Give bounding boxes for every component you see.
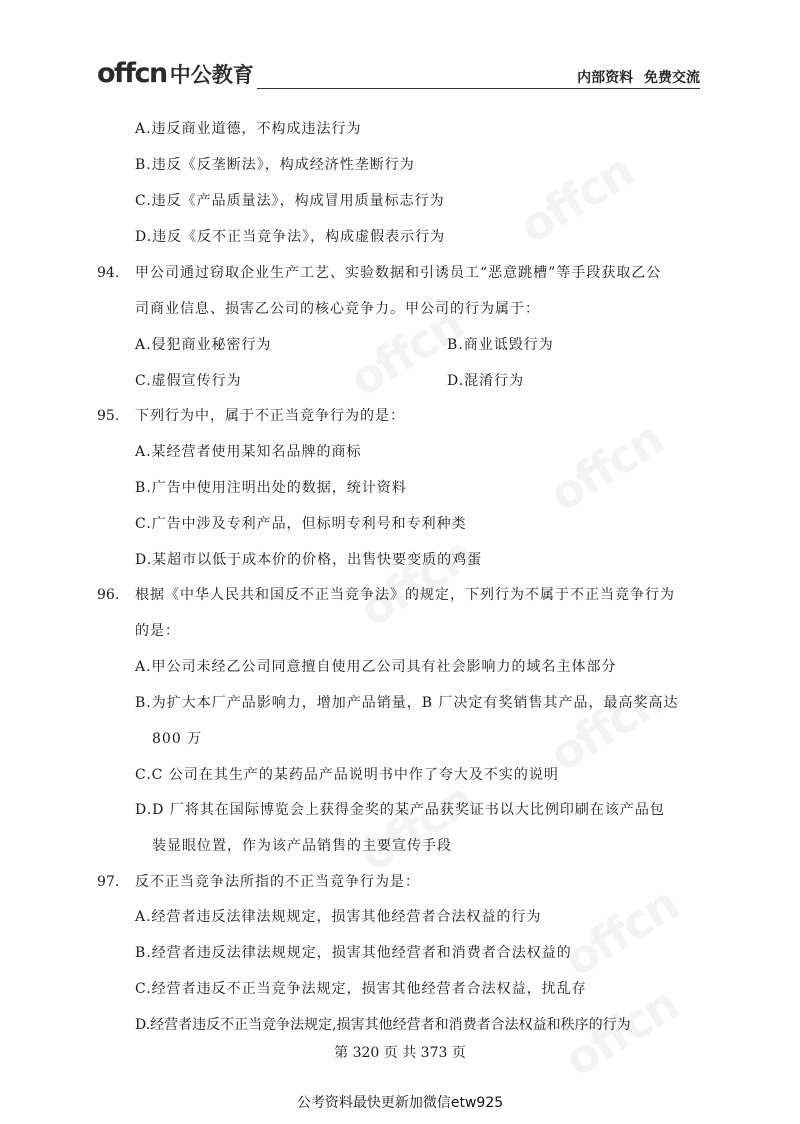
watermark xyxy=(540,412,672,522)
question-stem: 根据《中华人民共和国反不正当竞争法》的规定，下列行为不属于不正当竞争行为 xyxy=(135,587,675,603)
header-divider xyxy=(257,88,700,89)
watermark xyxy=(555,877,687,987)
question-stem: 司商业信息、损害乙公司的核心竞争力。甲公司的行为属于： xyxy=(135,301,540,317)
option-d-continued: 装显眼位置，作为该产品销售的主要宣传手段 xyxy=(152,838,452,854)
option-a: A.违反商业道德，不构成违法行为 xyxy=(135,121,362,137)
watermark xyxy=(350,527,482,637)
watermark xyxy=(350,772,482,882)
footer-note: 公考资料最快更新加微信etw925 xyxy=(296,1095,504,1111)
question-number: 94. xyxy=(97,265,120,281)
option-b-continued: 800 万 xyxy=(152,731,203,747)
option-c: C.经营者违反不正当竞争法规定，损害其他经营者合法权益，扰乱存 xyxy=(135,981,587,997)
page-header xyxy=(97,58,700,88)
option-c: C.虚假宣传行为 xyxy=(135,373,242,389)
logo-chinese-text: 中公教育 xyxy=(169,63,254,87)
question-number: 97. xyxy=(97,874,120,890)
option-c: C.C 公司在其生产的某药品产品说明书中作了夸大及不实的说明 xyxy=(135,767,559,783)
option-a: A.侵犯商业秘密行为 xyxy=(135,337,272,353)
option-d: D.D 厂将其在国际博览会上获得金奖的某产品获奖证书以大比例印刷在该产品包 xyxy=(135,802,665,818)
option-d: D.经营者违反不正当竞争法规定,损害其他经营者和消费者合法权益和秩序的行为 xyxy=(135,1017,631,1033)
question-stem: 反不正当竞争法所指的不正当竞争行为是： xyxy=(135,874,420,890)
option-b: B.经营者违反法律法规规定，损害其他经营者和消费者合法权益的 xyxy=(135,945,572,961)
option-a: A.甲公司未经乙公司同意擅自使用乙公司具有社会影响力的域名主体部分 xyxy=(135,659,617,675)
header-tagline: 内部资料 免费交流 xyxy=(577,70,700,86)
watermark xyxy=(510,144,642,254)
option-c: C.广告中涉及专利产品，但标明专利号和专利种类 xyxy=(135,516,467,532)
option-d: D.混淆行为 xyxy=(447,373,525,389)
option-d: D.某超市以低于成本价的价格，出售快要变质的鸡蛋 xyxy=(135,552,483,568)
question-stem: 下列行为中，属于不正当竞争行为的是： xyxy=(135,408,405,424)
option-c: C.违反《产品质量法》，构成冒用质量标志行为 xyxy=(135,193,445,209)
option-a: A.某经营者使用某知名品牌的商标 xyxy=(135,444,362,460)
question-number: 96. xyxy=(97,587,120,603)
watermark xyxy=(540,672,672,782)
offcn-logo xyxy=(97,60,254,88)
question-stem: 甲公司通过窃取企业生产工艺、实验数据和引诱员工“恶意跳槽”等手段获取乙公 xyxy=(135,265,662,281)
option-b: B.为扩大本厂产品影响力，增加产品销量，B 厂决定有奖销售其产品，最高奖高达 xyxy=(135,695,679,711)
question-number: 95. xyxy=(97,408,120,424)
logo-latin-text: offcn xyxy=(97,58,167,89)
option-a: A.经营者违反法律法规规定，损害其他经营者合法权益的行为 xyxy=(135,909,542,925)
question-stem: 的是： xyxy=(135,623,180,639)
option-b: B.违反《反垄断法》，构成经济性垄断行为 xyxy=(135,157,415,173)
option-d: D.违反《反不正当竞争法》，构成虚假表示行为 xyxy=(135,229,446,245)
page-number: 第 320 页 共 373 页 xyxy=(334,1045,466,1061)
option-b: B.广告中使用注明出处的数据，统计资料 xyxy=(135,480,407,496)
option-b: B.商业诋毁行为 xyxy=(447,337,554,353)
